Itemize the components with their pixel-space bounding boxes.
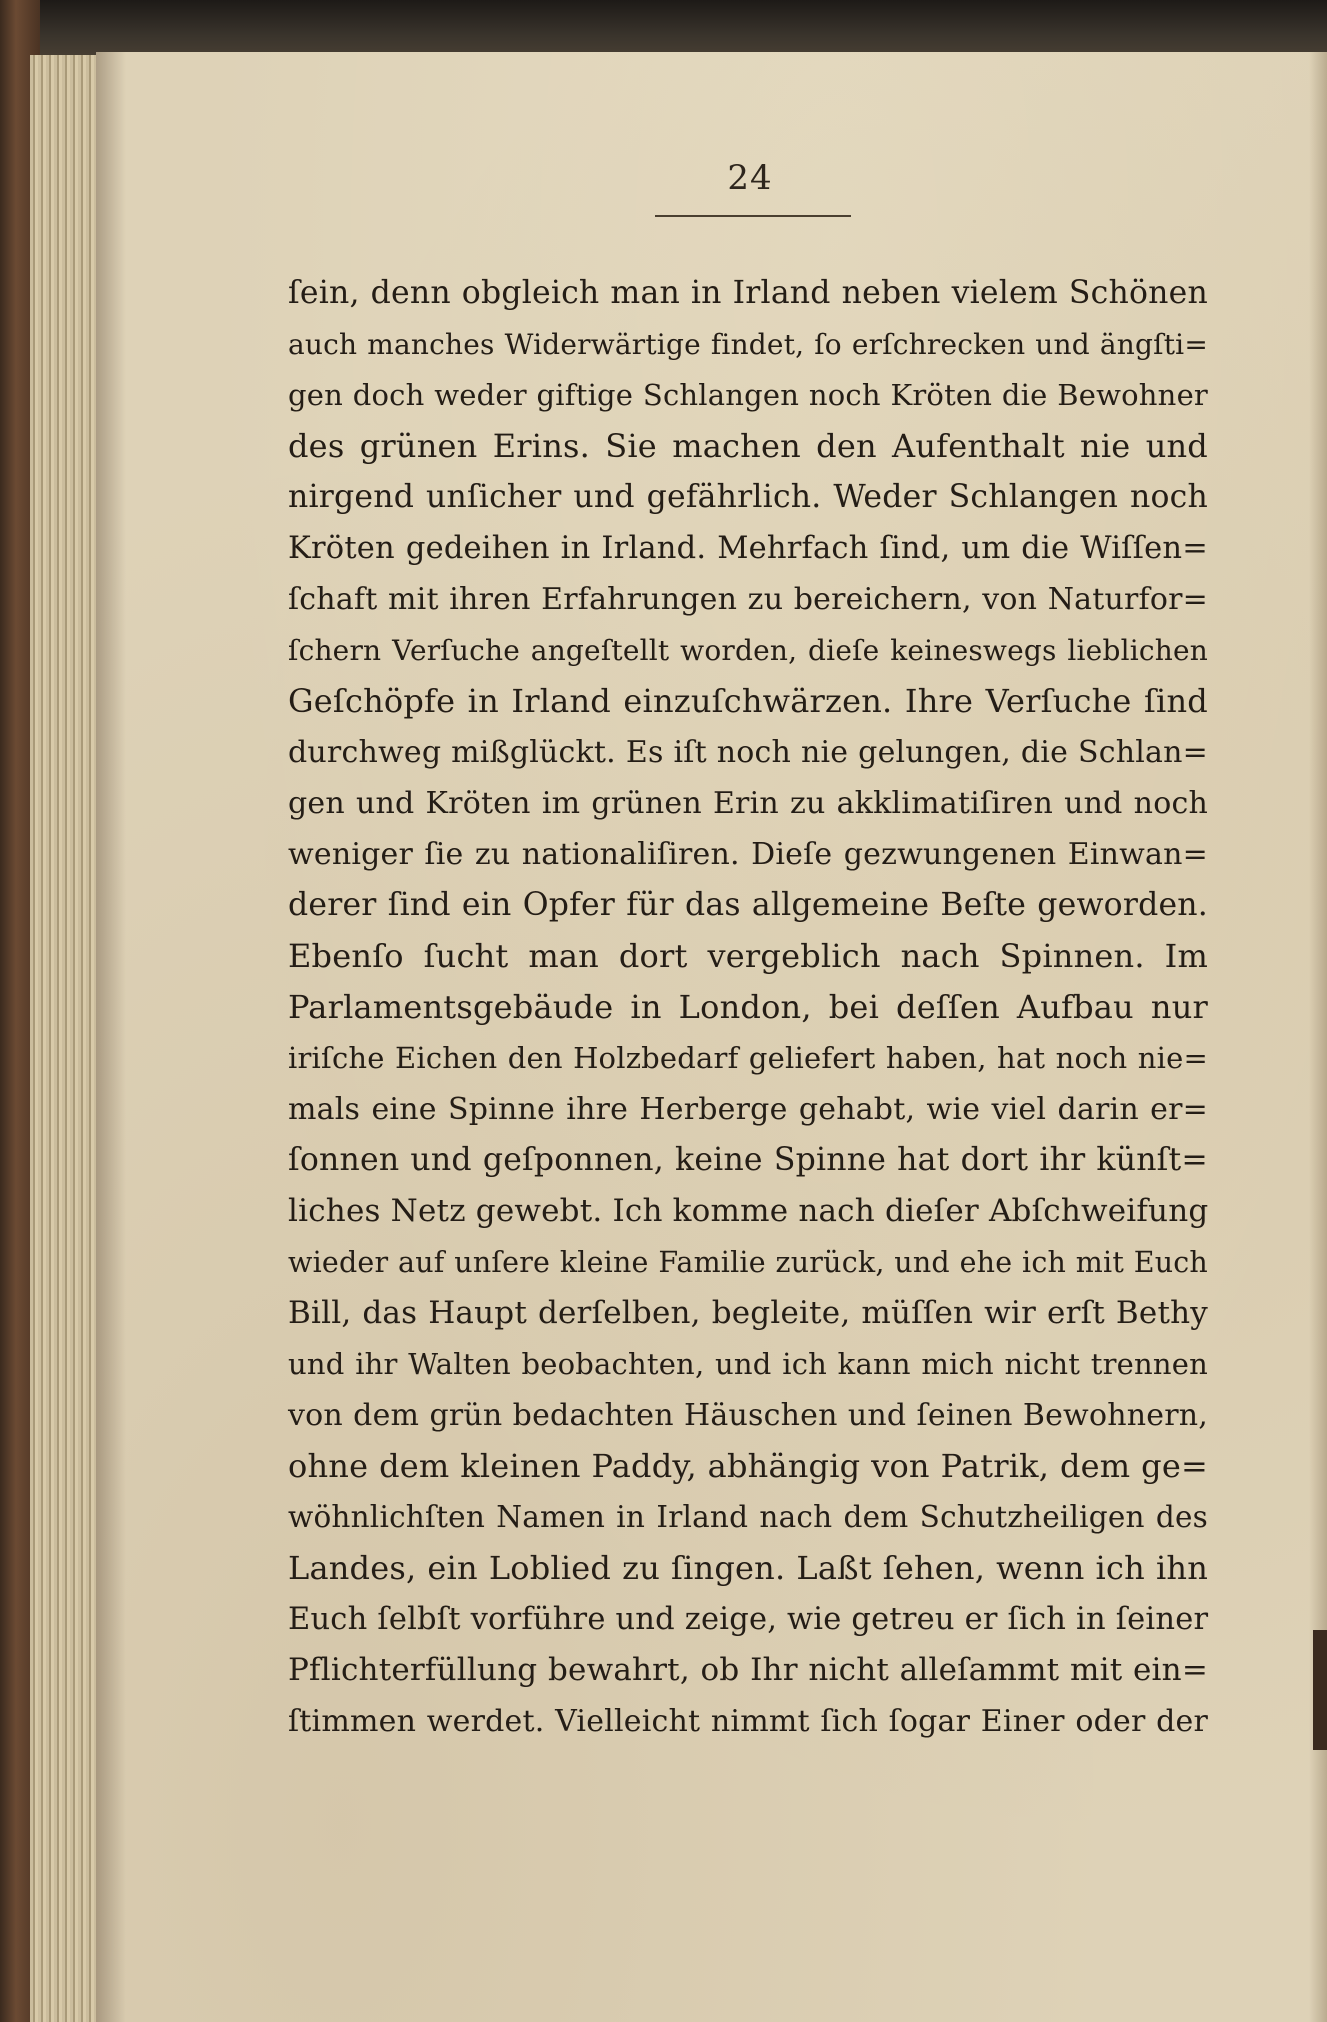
text-line: gen und Kröten im grünen Erin zu akklimatiſiren und noch bbox=[288, 786, 1208, 821]
text-line: derer ſind ein Opfer für das allgemeine Beſte geworden. bbox=[288, 887, 1208, 923]
text-line: gen doch weder giftige Schlangen noch Kröten die Bewohner bbox=[288, 378, 1208, 412]
text-line: wöhnlichſten Namen in Irland nach dem Schutzheiligen des bbox=[288, 1500, 1208, 1534]
text-line: ſonnen und geſponnen, keine Spinne hat dort ihr künſt= bbox=[288, 1142, 1208, 1178]
text-line: ohne dem kleinen Paddy, abhängig von Patrik, dem ge= bbox=[288, 1447, 1208, 1485]
text-line: weniger ſie zu nationaliſiren. Dieſe gezwungenen Einwan= bbox=[288, 837, 1208, 872]
text-line: Pflichterfüllung bewahrt, ob Ihr nicht alleſammt mit ein= bbox=[288, 1652, 1208, 1688]
book-cover-top bbox=[0, 0, 1327, 60]
text-line: nirgend unſicher und gefährlich. Weder Schlangen noch bbox=[288, 479, 1208, 515]
text-line: ſchern Verſuche angeſtellt worden, dieſe keineswegs lieblichen bbox=[288, 634, 1208, 667]
text-line: liches Netz gewebt. Ich komme nach dieſer Abſchweifung bbox=[288, 1193, 1209, 1229]
text-line: auch manches Widerwärtige findet, ſo erſchrecken und ängſti= bbox=[288, 328, 1208, 361]
text-line: von dem grün bedachten Häuschen und ſeinen Bewohnern, bbox=[288, 1398, 1208, 1433]
page-edges bbox=[30, 55, 100, 2022]
text-line: des grünen Erins. Sie machen den Aufenthalt nie und bbox=[288, 427, 1208, 465]
text-line: Euch ſelbſt vorführe und zeige, wie getreu er ſich in ſeiner bbox=[288, 1602, 1209, 1637]
text-line: Geſchöpfe in Irland einzuſchwärzen. Ihre Verſuche ſind bbox=[288, 682, 1208, 720]
text-line: Kröten gedeihen in Irland. Mehrfach ſind, um die Wiſſen= bbox=[288, 531, 1208, 566]
text-line: iriſche Eichen den Holzbedarf geliefert haben, hat noch nie= bbox=[288, 1041, 1208, 1075]
text-line: durchweg mißglückt. Es iſt noch nie gelungen, die Schlan= bbox=[288, 735, 1208, 770]
text-line: ſein, denn obgleich man in Irland neben vielem Schönen bbox=[288, 275, 1208, 311]
bookmark-ribbon bbox=[1313, 1630, 1327, 1750]
text-line: Bill, das Haupt derſelben, begleite, müſſen wir erſt Bethy bbox=[288, 1295, 1208, 1331]
text-line: Landes, ein Loblied zu ſingen. Laßt ſehen, wenn ich ihn bbox=[288, 1549, 1208, 1587]
text-line: Ebenſo ſucht man dort vergeblich nach Spinnen. Im bbox=[288, 937, 1208, 975]
text-line: wieder auf unſere kleine Familie zurück, und ehe ich mit Euch bbox=[288, 1246, 1208, 1279]
text-line: ſchaft mit ihren Erfahrungen zu bereichern, von Naturfor= bbox=[288, 582, 1208, 617]
text-line: und ihr Walten beobachten, und ich kann mich nicht trennen bbox=[288, 1347, 1208, 1381]
text-line: mals eine Spinne ihre Herberge gehabt, wie viel darin er= bbox=[288, 1092, 1208, 1127]
gutter-shadow bbox=[96, 52, 126, 2022]
text-line: ſtimmen werdet. Vielleicht nimmt ſich ſogar Einer oder der bbox=[288, 1704, 1208, 1739]
header-rule bbox=[655, 215, 851, 217]
body-text bbox=[288, 268, 1208, 1747]
text-line: Parlamentsgebäude in London, bei deſſen Aufbau nur bbox=[288, 988, 1208, 1026]
page-number: 24 bbox=[727, 158, 773, 198]
